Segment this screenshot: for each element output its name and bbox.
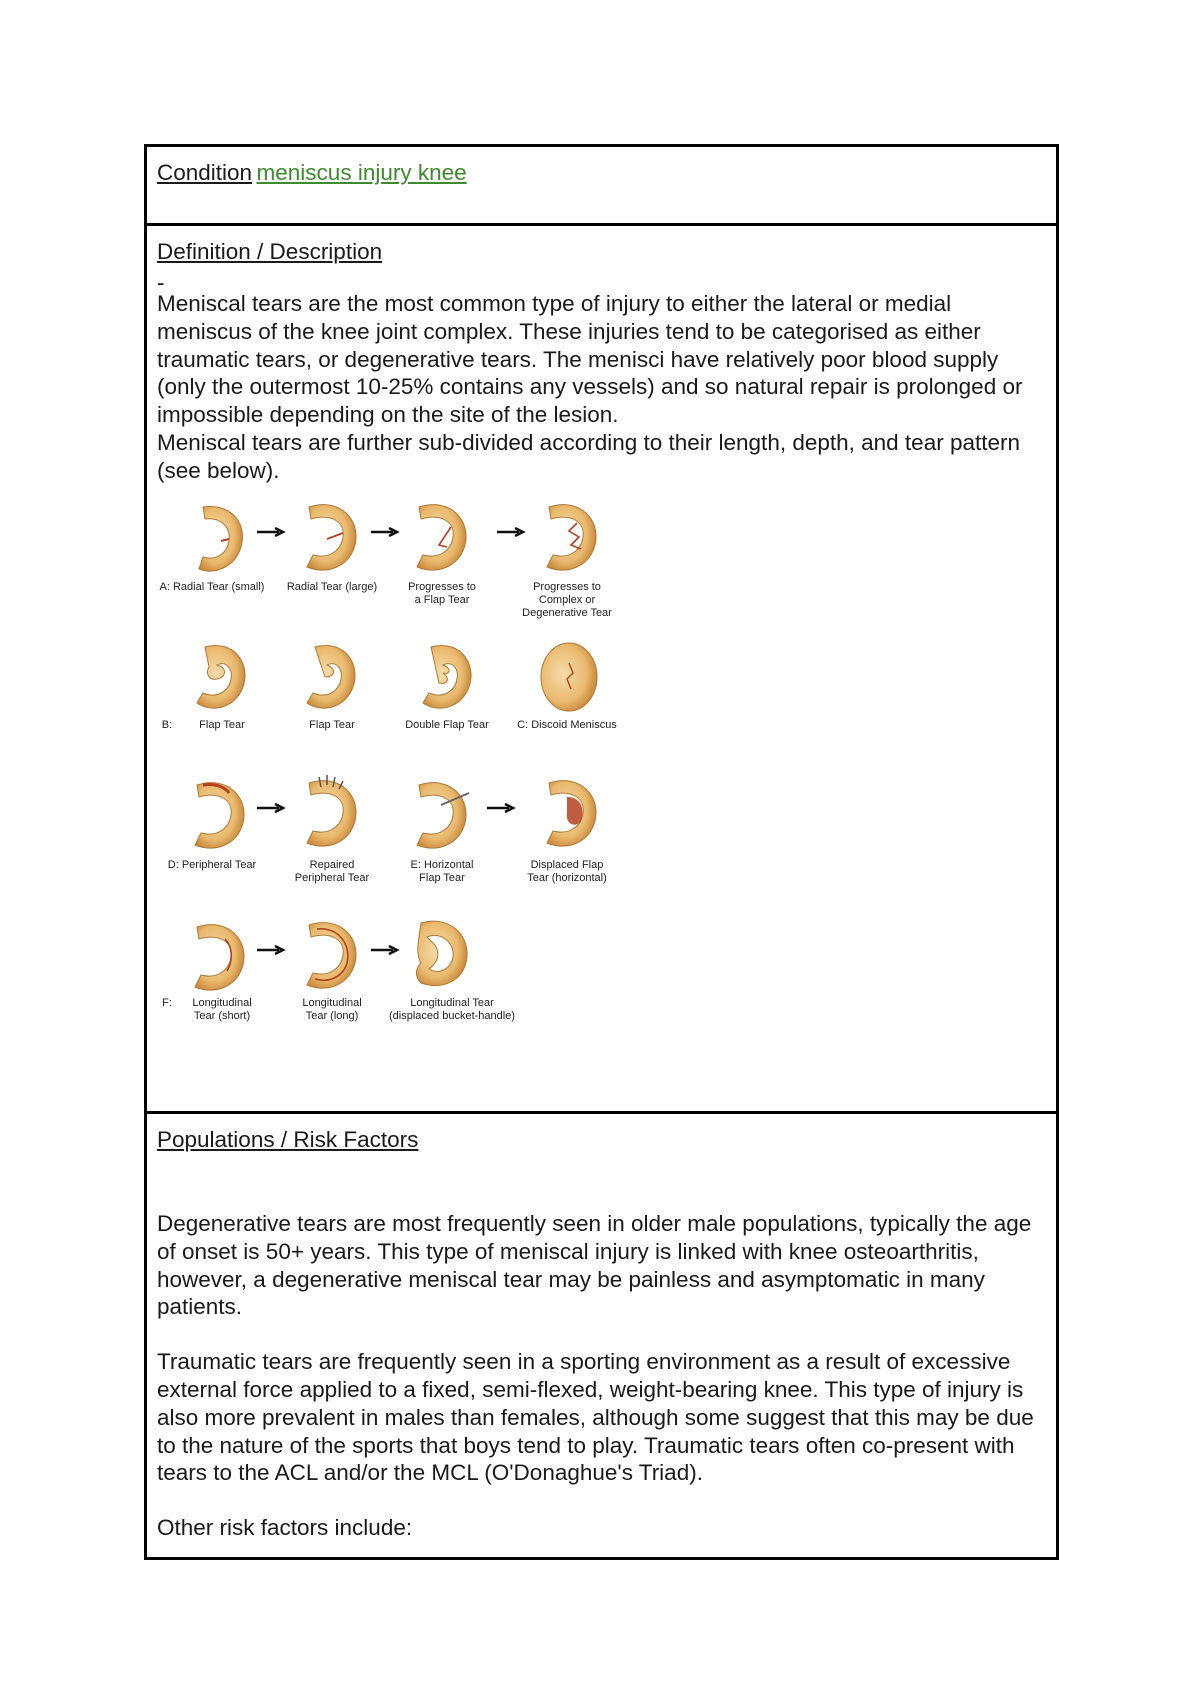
caption-displaced-flap-tear: Displaced Flap Tear (horizontal) [527,858,607,884]
caption-progresses-flap: Progresses to a Flap Tear [408,580,476,606]
caption-radial-tear-small: A: Radial Tear (small) [159,580,265,593]
definition-label: Definition / Description [157,239,383,264]
progresses-flap-tear-image [407,497,471,575]
caption-f: F: [162,996,172,1009]
repaired-peripheral-tear-image [297,773,361,851]
definition-paragraph-2: Meniscal tears are further sub-divided according to their length, depth, and tear pattern (see below). [157,429,1020,483]
caption-longitudinal-short: Longitudinal Tear (short) [192,996,252,1022]
caption-double-flap-tear: Double Flap Tear [405,718,489,731]
definition-cell [147,226,1056,1114]
peripheral-tear-image [185,775,249,853]
caption-repaired-peripheral-tear: Repaired Peripheral Tear [294,858,370,884]
condition-cell [147,147,1056,226]
definition-paragraph-1: Meniscal tears are the most common type of injury to either the lateral or medial meniscus of the knee joint complex. These injuries tend to be categorised as either traumatic tears, or degenerative tears. The menisci have relatively poor blood supply (only the outermost 10-25% contains any vessels) and so natural repair is prolonged or impossible depending on the site of the lesion. [157,291,1023,428]
flap-tear-image-2 [297,637,361,715]
condition-label: Condition [157,160,253,185]
populations-cell [147,1114,1056,1557]
populations-paragraph-1: Degenerative tears are most frequently seen in older male populations, typically the age of onset is 50+ years. This type of meniscal injury is linked with knee osteoarthritis, however, a degenerative meniscal tear may be painless and asymptomatic in many patients. [157,1211,1032,1320]
meniscal-tear-figure [157,497,637,1057]
longitudinal-tear-bucket-handle-image [407,913,471,991]
caption-radial-tear-large: Radial Tear (large) [286,580,378,593]
radial-tear-large-image [297,497,361,575]
double-flap-tear-image [413,637,477,715]
caption-horizontal-flap-tear: E: Horizontal Flap Tear [410,858,474,884]
condition-value-link[interactable]: meniscus injury knee [256,160,467,185]
progresses-complex-tear-image [537,497,601,575]
longitudinal-tear-short-image [185,917,249,995]
caption-b: B: [161,718,173,731]
radial-tear-small-image [185,499,249,577]
caption-progresses-complex: Progresses to Complex or Degenerative Tear [522,580,612,619]
caption-longitudinal-long: Longitudinal Tear (long) [302,996,362,1022]
populations-paragraph-3: Other risk factors include: [157,1515,413,1541]
longitudinal-tear-long-image [297,915,361,993]
populations-paragraph-2: Traumatic tears are frequently seen in a sporting environment as a result of excessive external force applied to a fixed, semi-flexed, weight-bearing knee. This type of injury is also more prevalent in males than females, although some suggest that this may be due to the nature of the sports that boys tend to play. Traumatic tears often co-present with tears to the ACL and/or the MCL (O'Donaghue's Triad). [157,1349,1034,1486]
caption-discoid-meniscus: C: Discoid Meniscus [517,718,617,731]
caption-peripheral-tear: D: Peripheral Tear [167,858,257,871]
definition-dash: - [157,270,165,295]
caption-flap-tear-2: Flap Tear [309,718,355,731]
caption-longitudinal-bucket-handle: Longitudinal Tear (displaced bucket-handle) [389,996,515,1022]
discoid-meniscus-image [537,637,601,715]
caption-flap-tear-1: Flap Tear [199,718,245,731]
populations-label: Populations / Risk Factors [157,1127,419,1152]
horizontal-flap-tear-image [407,775,471,853]
flap-tear-image-1 [187,637,251,715]
condition-table [144,144,1059,1560]
displaced-flap-tear-image [537,773,601,851]
